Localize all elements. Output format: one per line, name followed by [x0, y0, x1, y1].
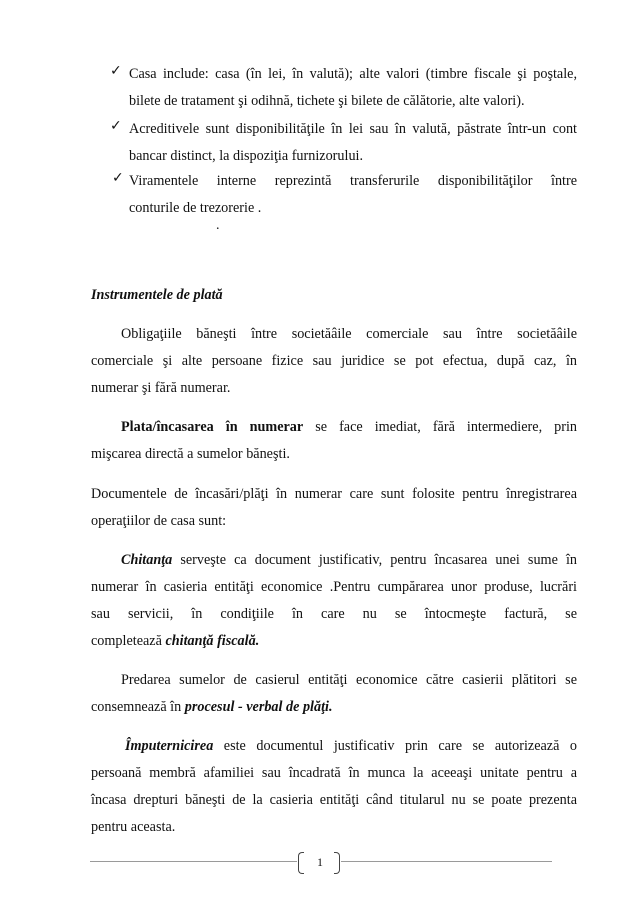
paragraph-documente: Documentele de încasări/plăţi în numerar care sunt folosite pentru înregistrarea operaţiilor de casa sunt: [91, 486, 577, 529]
bullet-text: Casa include: casa (în lei, în valută); alte valori (timbre fiscale şi poştale, bilete de tratament şi odihnă, tichete şi bilete de călătorie, alte valori). [129, 66, 577, 109]
paragraph-obligatii: Obligaţiile băneşti între societăâile comerciale sau între societăâile comerciale şi alte persoane fizice sau juridice se pot efectua, după caz, în numerar şi fără numerar. [91, 326, 577, 396]
left-bracket-icon [298, 852, 304, 874]
paragraph-imputernicirea: Împuternicirea este documentul justificativ prin care se autorizează o persoană membră afamiliei sau încadrată în munca la aceeaşi unitate pentru a încasa drepturi băneşti de la casieria entităţi când titularul nu se poate prezenta pentru aceasta. [91, 738, 577, 835]
section-heading: Instrumentele de plată [91, 287, 223, 303]
bullet-item [0, 63, 638, 117]
right-bracket-icon [334, 852, 340, 874]
paragraph-plata-numerar: Plata/încasarea în numerar se face imediat, fără intermediere, prin mişcarea directă a sumelor băneşti. [91, 419, 577, 462]
paragraph-chitanta: Chitanţa serveşte ca document justificativ, pentru încasarea unei sume în numerar în casieria entităţi economice .Pentru cumpărarea unor produse, lucrări sau servicii, în condiţiile în care nu se întocmeşte factură, se completează chitanţă fiscală. [91, 552, 577, 649]
check-icon: ✓ [112, 170, 124, 186]
stray-dot: . [216, 218, 220, 233]
check-icon: ✓ [110, 63, 122, 79]
bullet-text: Viramentele interne reprezintă transferurile disponibilităţilor între conturile de trezorerie . [129, 173, 577, 216]
paragraph-predarea: Predarea sumelor de casierul entităţi economice către casierii plătitori se consemnează în procesul - verbal de plăţi. [91, 672, 577, 715]
bullet-text: Acreditivele sunt disponibilităţile în lei sau în valută, păstrate într-un cont bancar distinct, la dispoziţia furnizorului. [129, 121, 577, 164]
check-icon: ✓ [110, 118, 122, 134]
page-number: 1 [317, 855, 323, 869]
bullet-item [0, 170, 638, 224]
bullet-item [0, 118, 638, 172]
